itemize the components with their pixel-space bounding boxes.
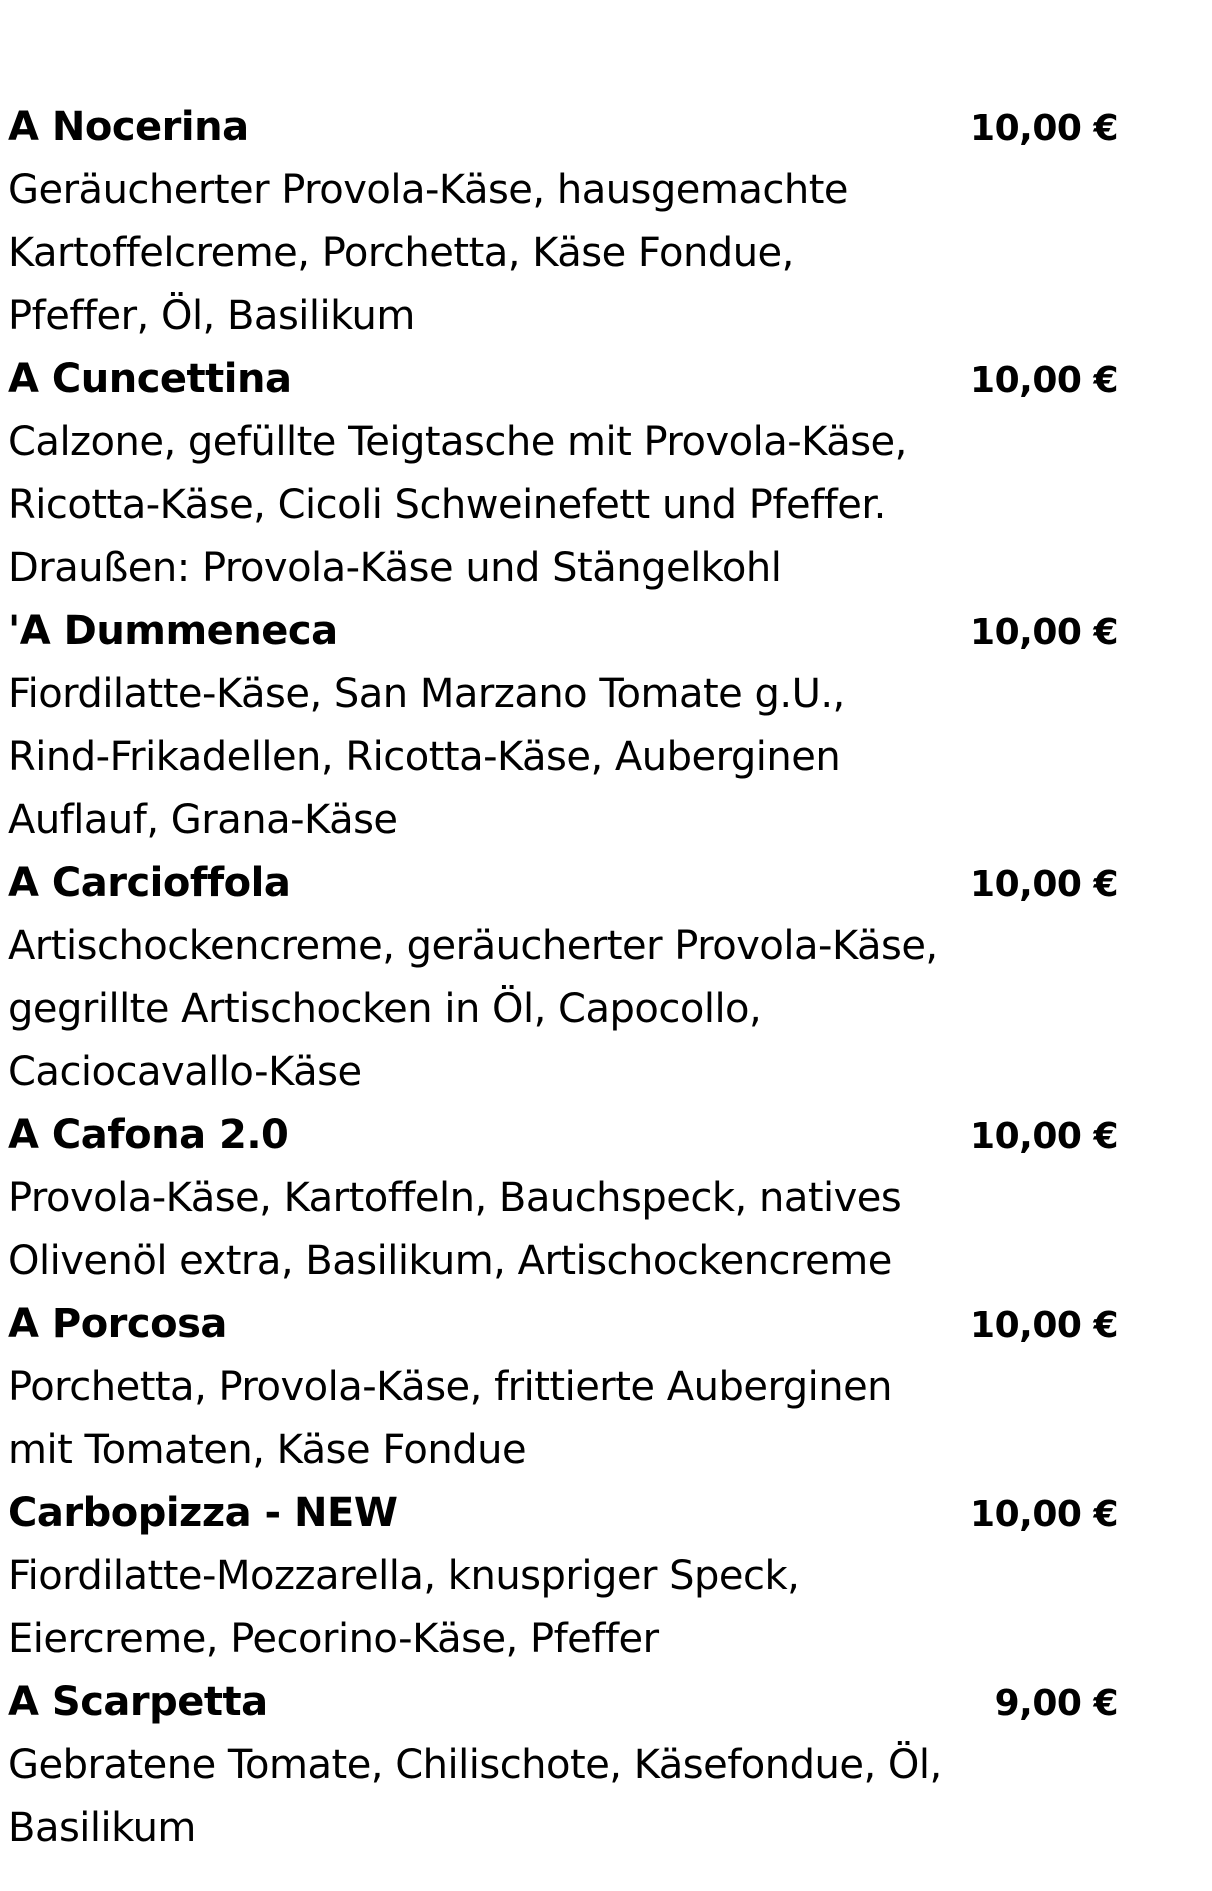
description-line: Auflauf, Grana-Käse	[8, 797, 398, 843]
item-name: A Scarpetta	[8, 1679, 268, 1725]
menu-item-nocerina	[8, 96, 1118, 348]
item-description	[8, 1545, 1118, 1671]
item-name: A Porcosa	[8, 1301, 227, 1347]
item-name: 'A Dummeneca	[8, 608, 338, 654]
description-line: gegrillte Artischocken in Öl, Capocollo,	[8, 986, 762, 1032]
menu-item-carcioffola	[8, 852, 1118, 1104]
description-line: Fiordilatte-Käse, San Marzano Tomate g.U.,	[8, 671, 845, 717]
description-line: Draußen: Provola-Käse und Stängelkohl	[8, 545, 782, 591]
menu-item-cuncettina	[8, 348, 1118, 600]
item-description	[8, 411, 1118, 600]
item-description	[8, 1734, 1118, 1860]
item-description	[8, 1356, 1118, 1482]
menu-list	[8, 96, 1118, 1860]
description-line: Provola-Käse, Kartoffeln, Bauchspeck, natives	[8, 1175, 902, 1221]
menu-item-cafona	[8, 1104, 1118, 1293]
description-line: Rind-Frikadellen, Ricotta-Käse, Auberginen	[8, 734, 841, 780]
item-price: 10,00 €	[970, 1116, 1118, 1157]
description-line: Pfeffer, Öl, Basilikum	[8, 293, 415, 339]
description-line: Geräucherter Provola-Käse, hausgemachte	[8, 167, 849, 213]
description-line: Calzone, gefüllte Teigtasche mit Provola-Käse,	[8, 419, 907, 465]
item-name: A Nocerina	[8, 104, 249, 150]
menu-item-scarpetta	[8, 1671, 1118, 1860]
description-line: Artischockencreme, geräucherter Provola-Käse,	[8, 923, 938, 969]
item-name: A Cafona 2.0	[8, 1112, 289, 1158]
item-price: 10,00 €	[970, 108, 1118, 149]
item-price: 10,00 €	[970, 612, 1118, 653]
item-description	[8, 1167, 1118, 1293]
item-price: 10,00 €	[970, 1494, 1118, 1535]
item-name: A Cuncettina	[8, 356, 292, 402]
description-line: Kartoffelcreme, Porchetta, Käse Fondue,	[8, 230, 794, 276]
item-price: 10,00 €	[970, 864, 1118, 905]
description-line: Porchetta, Provola-Käse, frittierte Auberginen	[8, 1364, 893, 1410]
description-line: Ricotta-Käse, Cicoli Schweinefett und Pfeffer.	[8, 482, 886, 528]
description-line: Olivenöl extra, Basilikum, Artischockencreme	[8, 1238, 892, 1284]
menu-item-dummeneca	[8, 600, 1118, 852]
menu-item-carbopizza	[8, 1482, 1118, 1671]
description-line: Fiordilatte-Mozzarella, knuspriger Speck,	[8, 1553, 800, 1599]
item-description	[8, 915, 1118, 1104]
item-description	[8, 159, 1118, 348]
description-line: Eiercreme, Pecorino-Käse, Pfeffer	[8, 1616, 659, 1662]
description-line: Gebratene Tomate, Chilischote, Käsefondue, Öl,	[8, 1742, 942, 1788]
description-line: Caciocavallo-Käse	[8, 1049, 362, 1095]
item-price: 9,00 €	[994, 1683, 1118, 1724]
item-name: Carbopizza - NEW	[8, 1490, 398, 1536]
description-line: Basilikum	[8, 1805, 196, 1851]
description-line: mit Tomaten, Käse Fondue	[8, 1427, 527, 1473]
item-price: 10,00 €	[970, 360, 1118, 401]
item-price: 10,00 €	[970, 1305, 1118, 1346]
menu-item-porcosa	[8, 1293, 1118, 1482]
item-name: A Carcioffola	[8, 860, 291, 906]
item-description	[8, 663, 1118, 852]
